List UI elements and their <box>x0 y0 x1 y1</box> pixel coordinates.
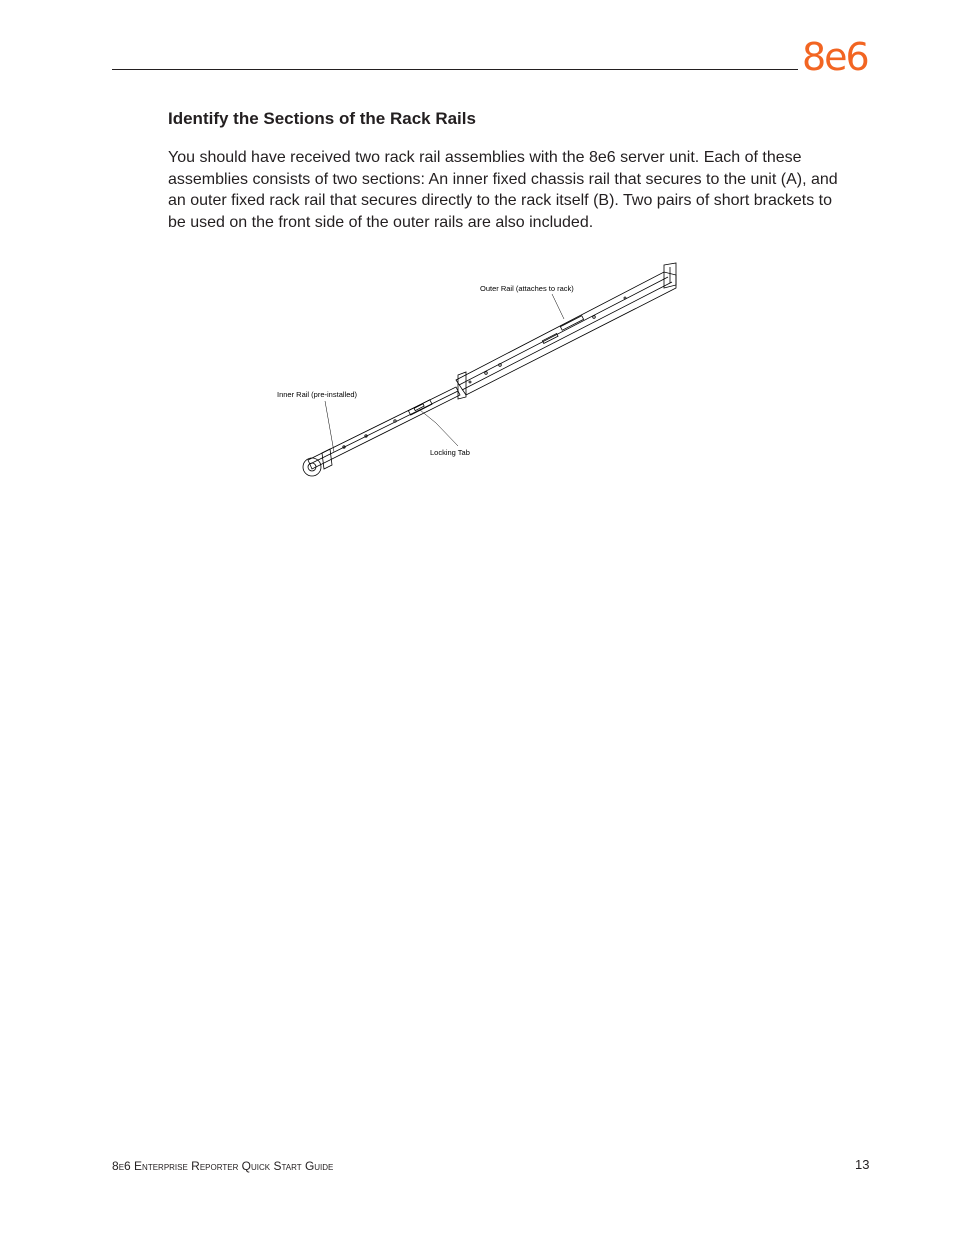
inner-rail-leader <box>325 401 334 452</box>
page-number: 13 <box>855 1157 870 1172</box>
inner-rail-label: Inner Rail (pre-installed) <box>277 390 358 399</box>
rack-rail-diagram <box>270 255 700 485</box>
locking-tab-leader <box>420 410 458 446</box>
section-title: Identify the Sections of the Rack Rails <box>168 109 476 128</box>
inner-rail-drawing <box>303 387 460 476</box>
header-rule <box>112 69 798 70</box>
outer-rail-label: Outer Rail (attaches to rack) <box>480 284 574 293</box>
intro-paragraph: You should have received two rack rail assemblies with the 8e6 server unit. Each of these assemblies consists of two sections: An inner fixed chassis rail that secures to the unit (A), and an outer fixed rack rail that secures directly to the rack itself (B). Two pairs of short brackets to be used on the front side of the outer rails are also included. <box>168 149 838 231</box>
footer-guide-prefix: 8 <box>112 1159 119 1173</box>
brand-logo: 8e6 <box>802 35 868 79</box>
footer-guide-name: e6 Enterprise Reporter Quick Start Guide <box>118 1159 334 1173</box>
footer-guide-title <box>112 1159 333 1173</box>
locking-tab-label: Locking Tab <box>430 448 470 457</box>
outer-rail-leader <box>552 294 564 319</box>
